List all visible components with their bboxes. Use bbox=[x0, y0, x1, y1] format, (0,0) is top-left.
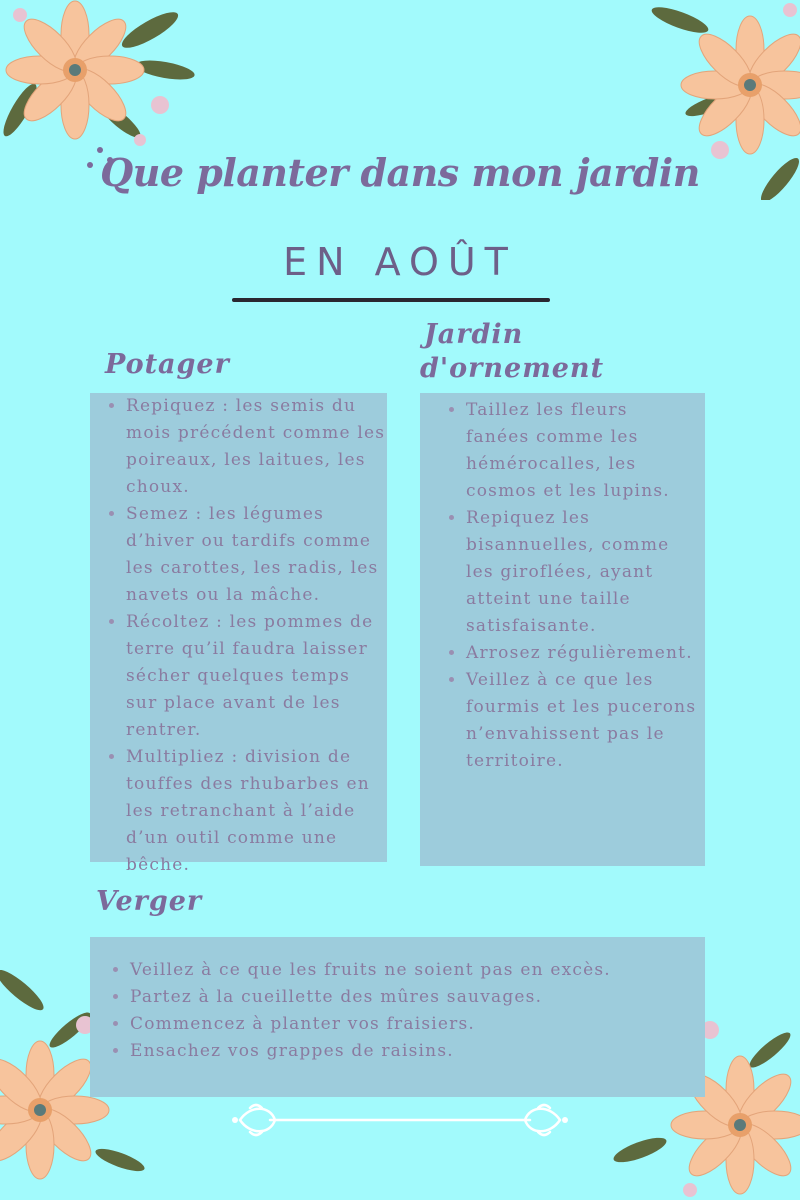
list-item: • Ensachez vos grappes de raisins. bbox=[130, 1038, 705, 1065]
title-underline bbox=[232, 298, 550, 302]
ornement-box bbox=[420, 393, 705, 866]
potager-list bbox=[90, 393, 387, 879]
verger-box bbox=[90, 937, 705, 1097]
list-item: • Multipliez : division de touffes des rhubarbes en les retranchant à l’aide d’un outil comme une bêche. bbox=[126, 744, 387, 879]
list-item: • Partez à la cueillette des mûres sauvages. bbox=[130, 984, 705, 1011]
list-item: • Arrosez régulièrement. bbox=[466, 640, 697, 667]
section-title-verger: Verger bbox=[96, 886, 203, 917]
potager-box bbox=[90, 393, 387, 875]
section-title-ornement-line2: d'ornement bbox=[420, 353, 605, 384]
verger-list bbox=[90, 957, 705, 1065]
page-title: Que planter dans mon jardin bbox=[100, 150, 700, 195]
page-subtitle: EN AOÛT bbox=[283, 240, 517, 284]
list-item: • Semez : les légumes d’hiver ou tardifs comme les carottes, les radis, les navets ou la mâche. bbox=[126, 501, 387, 609]
flourish-divider-icon bbox=[230, 1100, 570, 1140]
list-item: • Taillez les fleurs fanées comme les hémérocalles, les cosmos et les lupins. bbox=[466, 397, 697, 505]
list-item: • Commencez à planter vos fraisiers. bbox=[130, 1011, 705, 1038]
section-title-ornement bbox=[420, 318, 604, 386]
section-title-potager: Potager bbox=[105, 349, 230, 380]
list-item: • Récoltez : les pommes de terre qu’il faudra laisser sécher quelques temps sur place avant de les rentrer. bbox=[126, 609, 387, 744]
list-item: • Veillez à ce que les fourmis et les pucerons n’envahissent pas le territoire. bbox=[466, 667, 697, 775]
list-item: • Repiquez les bisannuelles, comme les giroflées, ayant atteint une taille satisfaisante. bbox=[466, 505, 697, 640]
list-item: • Veillez à ce que les fruits ne soient pas en excès. bbox=[130, 957, 705, 984]
list-item: • Repiquez : les semis du mois précédent comme les poireaux, les laitues, les choux. bbox=[126, 393, 387, 501]
ornement-list bbox=[420, 397, 705, 775]
section-title-ornement-line1: Jardin bbox=[424, 319, 524, 350]
